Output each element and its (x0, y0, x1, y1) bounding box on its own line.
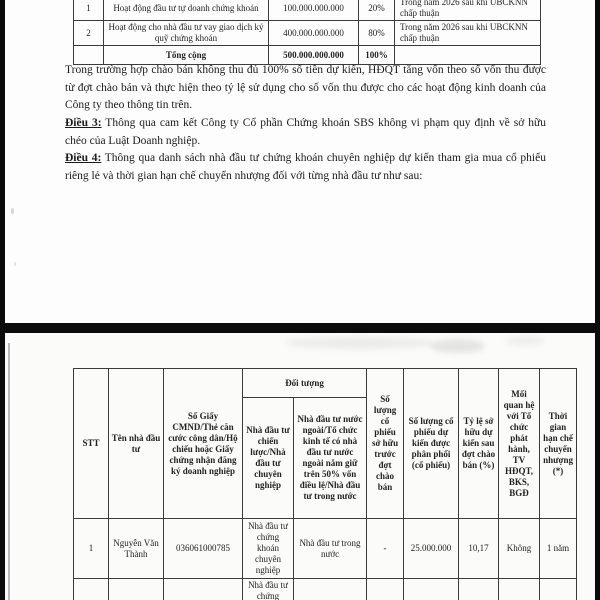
scan-smudge (505, 336, 545, 346)
scan-speck (14, 262, 16, 266)
header-investor-name: Tên nhà đầu tư (109, 369, 164, 519)
capital-allocation-table (73, 0, 541, 65)
header-doi-tuong: Đối tượng (243, 369, 367, 398)
relation-cell (499, 579, 540, 600)
header-investor-origin: Nhà đầu tư nước ngoài/Tổ chức kinh tế có nhà đầu tư nước ngoài nắm giữ trên 50% vốn điều lệ/Nhà đầu tư trong nước (294, 398, 367, 519)
header-row-top (74, 369, 577, 398)
row-number: 1 (74, 0, 104, 21)
header-investor-class: Nhà đầu tư chiến lược/Nhà đầu tư chuyên nghiệp (243, 398, 294, 519)
total-amount: 500.000.000.000 (269, 46, 359, 65)
investor-row-1 (74, 519, 577, 579)
ratio-after-cell: 10,17 (459, 519, 499, 579)
header-qty-allocated: Số lượng cổ phiếu dự kiến được phân phối (cổ phiếu) (404, 369, 459, 519)
total-label: Tổng cộng (104, 46, 269, 65)
investor-origin-cell (294, 579, 367, 600)
total-percent: 100% (359, 46, 395, 65)
investor-class-cell: Nhà đầu tư chứng khoán chuyên nghiệp (243, 519, 294, 579)
dieu-4-label: Điều 4: (65, 152, 102, 164)
investor-origin-cell: Nhà đầu tư trong nước (294, 519, 367, 579)
amount-cell: 400.000.000.000 (269, 21, 359, 46)
relation-cell: Không (499, 519, 540, 579)
ratio-after-cell (459, 579, 499, 600)
row-number: 1 (74, 519, 109, 579)
page-edge-shadow (8, 343, 10, 600)
dieu-3-text: Thông qua cam kết Công ty Cổ phần Chứng khoán SBS không vi phạm quy định về sở hữu chéo của Luật Doanh nghiệp. (65, 117, 546, 147)
id-document-cell: 036061000785 (164, 519, 243, 579)
document-page-1 (5, 0, 595, 323)
allocation-row-1 (74, 0, 541, 21)
row-number (74, 579, 109, 600)
investor-row-2-partial (74, 579, 577, 600)
qty-allocated-cell: 25.000.000 (404, 519, 459, 579)
timing-cell: Trong năm 2026 sau khi UBCKNN chấp thuận (395, 0, 541, 21)
investor-name-cell (109, 579, 164, 600)
percent-cell: 20% (359, 0, 395, 21)
scan-speck (11, 208, 14, 214)
qty-before-cell (367, 579, 404, 600)
allocation-row-2 (74, 21, 541, 46)
qty-allocated-cell (404, 579, 459, 600)
percent-cell: 80% (359, 21, 395, 46)
header-lockup: Thời gian hạn chế chuyển nhượng (*) (540, 369, 577, 519)
paragraph-dieu-3 (65, 115, 546, 150)
dieu-3-label: Điều 3: (65, 117, 102, 129)
header-relation: Mối quan hệ với Tổ chức phát hành, TV HĐQT, BKS, BGĐ (499, 369, 540, 519)
paragraph-dieu-4 (65, 150, 546, 185)
activity-cell: Hoạt động cho nhà đầu tư vay giao dịch ký quỹ chứng khoán (104, 21, 269, 46)
lockup-cell: 1 năm (540, 519, 577, 579)
timing-cell: Trong năm 2026 sau khi UBCKNN chấp thuận (395, 21, 541, 46)
qty-before-cell: - (367, 519, 404, 579)
paragraph-capital-note: Trong trường hợp chào bán không thu đủ 100% số tiền dự kiến, HĐQT tăng vốn theo số vốn thu được từ đợt chào bán và thực hiện theo tỷ lệ sử dụng cho số vốn thu được cho các hoạt động kinh doanh của Công ty theo thông tin trên. (65, 64, 546, 111)
document-page-2 (5, 333, 595, 600)
header-ratio-after: Tỷ lệ sở hữu dự kiến sau đợt chào bán (%) (459, 369, 499, 519)
header-qty-before: Số lượng cổ phiếu sở hữu trước đợt chào bán (367, 369, 404, 519)
activity-cell: Hoạt động đầu tư tự doanh chứng khoán (104, 0, 269, 21)
lockup-cell (540, 579, 577, 600)
investor-list-table (73, 368, 577, 600)
header-id-document: Số Giấy CMND/Thẻ căn cước công dân/Hộ chiếu hoặc Giấy chứng nhận đăng ký doanh nghiệp (164, 369, 243, 519)
investor-class-cell: Nhà đầu tư chứng (243, 579, 294, 600)
investor-name-cell: Nguyễn Văn Thành (109, 519, 164, 579)
id-document-cell (164, 579, 243, 600)
row-number: 2 (74, 21, 104, 46)
dieu-4-text: Thông qua danh sách nhà đầu tư chứng khoán chuyên nghiệp dự kiến tham gia mua cổ phiếu riêng lẻ và thời gian hạn chế chuyển nhượng đối với từng nhà đầu tư như sau: (65, 152, 546, 182)
header-stt: STT (74, 369, 109, 519)
amount-cell: 100.000.000.000 (269, 0, 359, 21)
scan-smudge (285, 337, 435, 349)
scan-smudge (430, 339, 485, 353)
